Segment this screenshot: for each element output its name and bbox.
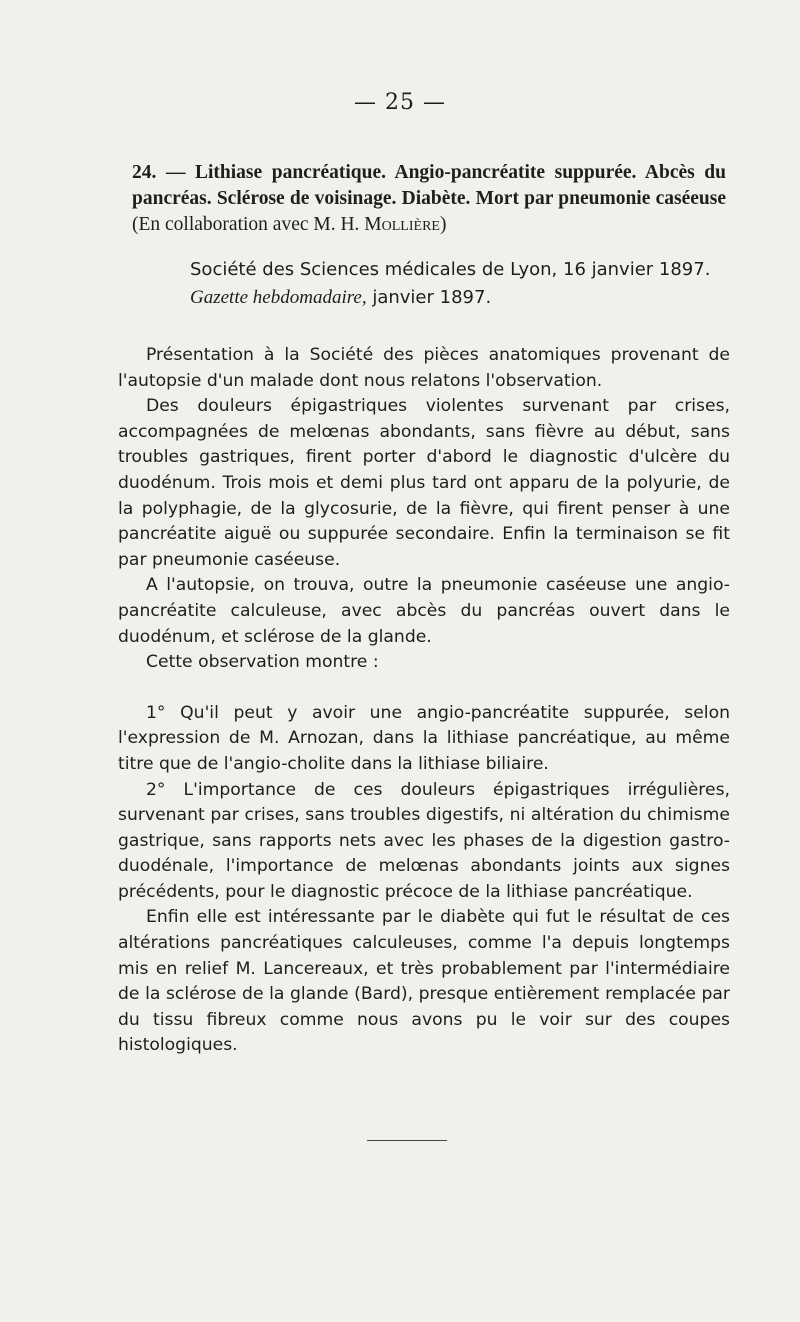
- collaboration-note: [132, 214, 446, 235]
- end-rule: [367, 1140, 447, 1141]
- source-society: Société des Sciences médicales de Lyon, 16 janvier 1897.: [190, 259, 711, 280]
- source-date: janvier 1897.: [372, 287, 492, 308]
- collaboration-prefix: (En collaboration avec M. H.: [132, 214, 360, 235]
- paragraph-symptoms: Des douleurs épigastriques violentes survenant par crises, accompagnées de melœnas abondants, sans fièvre au début, sans troubles gastriques, firent porter d'abord le diagnostic d'ulcère du duodénum. Trois mois et demi plus tard ont apparu de la polyurie, de la polyphagie, de la glycosurie, de la fièvre, qui firent penser à une pancréatite aiguë ou suppurée secondaire. Enfin la terminaison se fit par pneumonie caséeuse.: [118, 396, 730, 570]
- collaborator-name: Mollière: [364, 214, 440, 235]
- paragraph-autopsy: A l'autopsie, on trouva, outre la pneumonie caséeuse une angio-pancréatite calculeuse, avec abcès du pancréas ouvert dans le duodénum, et sclérose de la glande.: [118, 575, 730, 647]
- entry-body: [118, 343, 730, 1059]
- entry-number: 24.: [132, 162, 157, 183]
- publication-source: [190, 256, 730, 312]
- entry-dash: —: [165, 162, 186, 183]
- entry-title: Lithiase pancréatique. Angio-pancréatite suppurée. Abcès du pancréas. Sclérose de voisinage. Diabète. Mort par pneumonie caséeuse: [132, 162, 726, 209]
- page-number: — 25 —: [354, 90, 446, 115]
- paragraph-presentation: Présentation à la Société des pièces anatomiques provenant de l'autopsie d'un malade dont nous relatons l'observation.: [118, 345, 730, 391]
- paragraph-conclusion: Enfin elle est intéressante par le diabète qui fut le résultat de ces altérations pancréatiques calculeuses, comme l'a depuis longtemps mis en relief M. Lancereaux, et très probablement par l'intermédiaire de la sclérose de la glande (Bard), presque entièrement remplacée par du tissu fibreux comme nous avons pu le voir sur des coupes histologiques.: [118, 907, 730, 1056]
- source-journal-line: [190, 284, 730, 312]
- paragraph-point-2: 2° L'importance de ces douleurs épigastriques irrégulières, survenant par crises, sans troubles digestifs, ni altération du chimisme gastrique, sans rapports nets avec les phases de la digestion gastro-duodénale, l'importance de melœnas abondants joints aux signes précédents, pour le diagnostic précoce de la lithiase pancréatique.: [118, 779, 730, 902]
- collaboration-suffix: ): [439, 214, 447, 235]
- source-journal: Gazette hebdomadaire,: [190, 287, 367, 308]
- paragraph-point-1: 1° Qu'il peut y avoir une angio-pancréatite suppurée, selon l'expression de M. Arnozan, dans la lithiase pancréatique, au même titre que de l'angio-cholite dans la lithiase biliaire.: [118, 702, 730, 774]
- paragraph-observation-intro: Cette observation montre :: [146, 652, 379, 673]
- entry-heading: [132, 160, 726, 238]
